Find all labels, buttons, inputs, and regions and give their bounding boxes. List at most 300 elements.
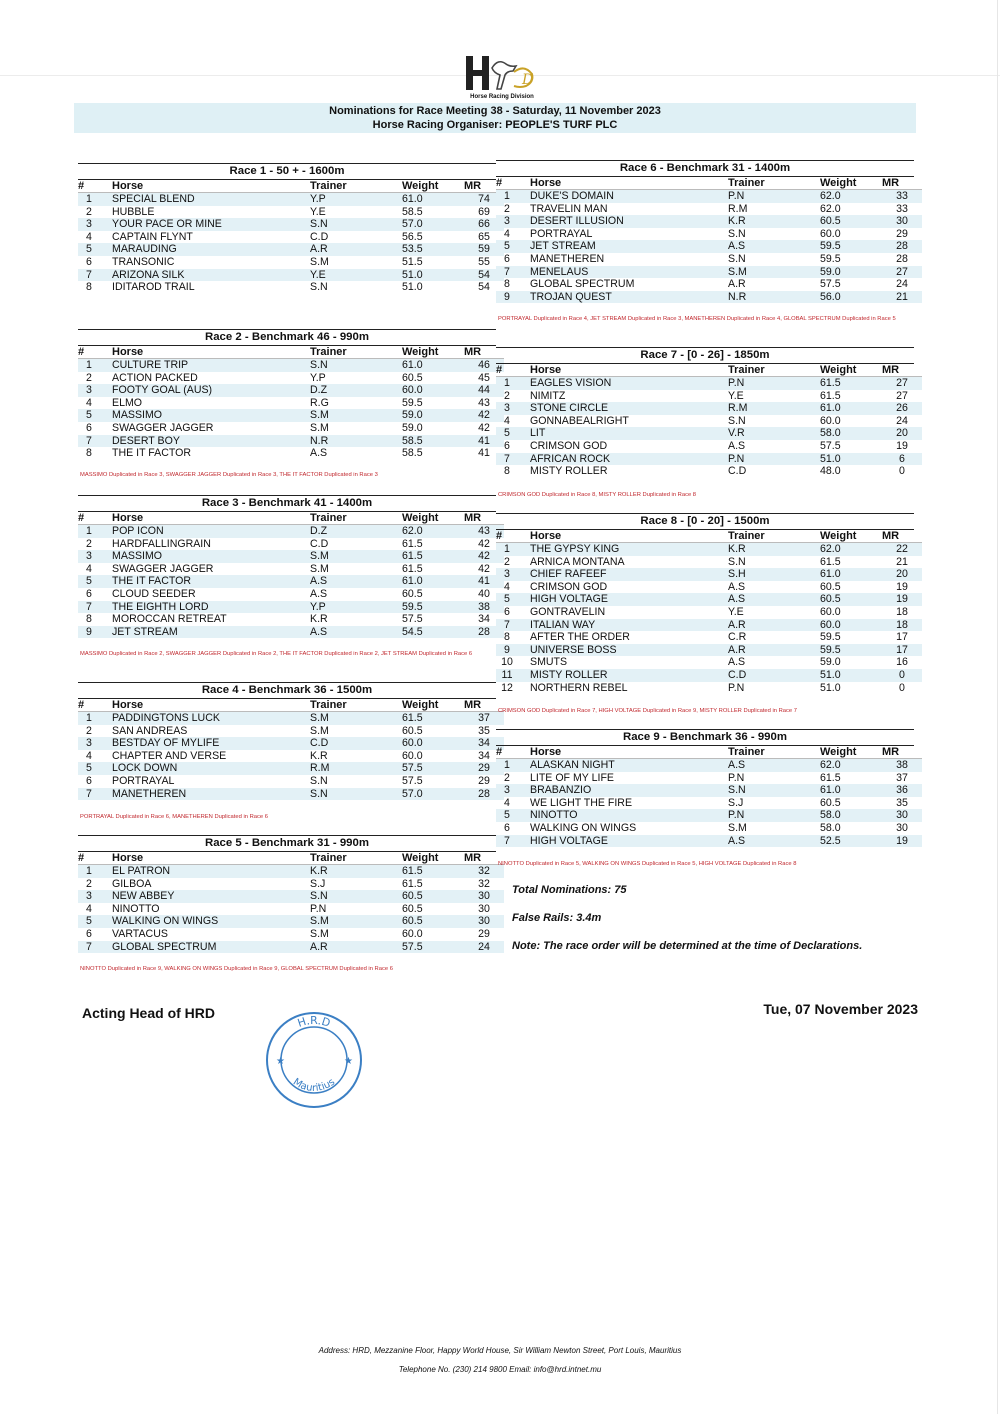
weight: 60.5: [402, 724, 423, 737]
trainer: S.N: [310, 788, 402, 801]
horse-number: 1: [78, 193, 100, 206]
horse-number: 6: [504, 821, 510, 834]
weight: 58.0: [820, 427, 882, 440]
horse-number: 6: [86, 255, 92, 268]
weight: 59.5: [820, 252, 841, 265]
horse-name: SPECIAL BLEND: [100, 193, 310, 206]
weight: 61.5: [402, 537, 423, 550]
weight: 59.0: [402, 421, 423, 434]
rating: 43: [478, 396, 490, 409]
weight: 62.0: [820, 190, 882, 203]
table-row: [78, 218, 504, 231]
column-header-trainer: Trainer: [310, 346, 402, 359]
table-row: [78, 725, 504, 738]
race-2-table: [78, 329, 496, 460]
table-row: [496, 797, 922, 810]
horse-name: MOROCCAN RETREAT: [112, 613, 227, 626]
table-row: [78, 243, 504, 256]
table-row: [496, 228, 922, 241]
weight: 60.5: [402, 587, 423, 600]
weight: 51.5: [402, 255, 423, 268]
horse-number: 3: [78, 550, 100, 563]
horse-number: 5: [78, 915, 100, 928]
table-row: [78, 525, 504, 538]
trainer: S.N: [728, 252, 746, 265]
table-row: [78, 575, 504, 588]
rating: 33: [882, 190, 922, 203]
weight: 61.5: [820, 555, 841, 568]
column-header-num: #: [78, 512, 100, 525]
table-row: [496, 759, 922, 772]
rating: 27: [896, 389, 908, 402]
table-row: [496, 631, 922, 644]
weight: 60.0: [402, 384, 464, 397]
trainer: S.N: [310, 218, 402, 231]
table-row: [496, 682, 922, 695]
trainer: P.N: [728, 190, 820, 203]
horse-name: MANETHEREN: [100, 788, 310, 801]
trainer: S.J: [728, 796, 744, 809]
weight: 61.0: [402, 193, 464, 206]
rating: 35: [478, 724, 490, 737]
logo-subtitle: Horse Racing Division: [470, 94, 534, 100]
weight: 52.5: [820, 835, 882, 848]
rating: 20: [882, 427, 922, 440]
svg-text:★: ★: [276, 1056, 285, 1067]
trainer: Y.E: [310, 205, 326, 218]
rating: 30: [464, 890, 504, 903]
horse-number: 7: [496, 266, 518, 279]
table-row: [78, 750, 504, 763]
horse-name: HIGH VOLTAGE: [518, 593, 728, 606]
column-header-mr: MR: [882, 364, 922, 377]
horse-name: SMUTS: [530, 656, 568, 669]
weight: 60.5: [820, 215, 882, 228]
duplicate-note: PORTRAYAL Duplicated in Race 4, JET STREAM Duplicated in Race 3, MANETHEREN Duplicated in Race 4, GLOBAL SPECTRUM Duplicated in Race 5: [498, 316, 896, 322]
weight: 61.5: [820, 377, 882, 390]
column-header-weight: Weight: [402, 180, 464, 193]
trainer: P.N: [728, 809, 820, 822]
weight: 57.5: [402, 941, 464, 954]
weight: 61.5: [402, 550, 464, 563]
horse-name: MISTY ROLLER: [518, 669, 728, 682]
rating: 69: [478, 205, 490, 218]
column-header-trainer: Trainer: [310, 852, 402, 865]
table-row: [78, 563, 504, 576]
rating: 35: [896, 796, 908, 809]
column-header-trainer: Trainer: [728, 530, 820, 543]
trainer: S.N: [728, 555, 746, 568]
horse-name: WALKING ON WINGS: [530, 821, 637, 834]
table-row: [78, 550, 504, 563]
rating: 30: [882, 215, 922, 228]
horse-name: PADDINGTONS LUCK: [100, 712, 310, 725]
trainer: A.S: [310, 626, 402, 639]
horse-number: 6: [86, 774, 92, 787]
table-row: [496, 240, 922, 253]
table-row: [496, 543, 922, 556]
trainer: C.D: [310, 537, 329, 550]
trainer: S.N: [310, 359, 402, 372]
horse-name: GONNABEALRIGHT: [530, 414, 629, 427]
column-header-mr: MR: [464, 852, 504, 865]
weight: 60.0: [402, 737, 464, 750]
weight: 58.0: [820, 821, 841, 834]
rating: 38: [464, 601, 504, 614]
horse-name: LOCK DOWN: [100, 762, 310, 775]
trainer: S.J: [310, 877, 326, 890]
weight: 54.5: [402, 626, 464, 639]
horse-number: 6: [86, 927, 92, 940]
column-header-horse: Horse: [100, 512, 310, 525]
table-row: [78, 206, 504, 219]
weight: 61.0: [820, 568, 882, 581]
rating: 41: [478, 447, 490, 460]
horse-name: SWAGGER JAGGER: [112, 421, 214, 434]
race-3-table: [78, 495, 496, 638]
table-row: [496, 465, 922, 478]
rating: 45: [478, 371, 490, 384]
horse-number: 1: [78, 865, 100, 878]
rating: 28: [464, 788, 504, 801]
column-header-mr: MR: [464, 512, 504, 525]
horse-number: 5: [78, 575, 100, 588]
column-header-mr: MR: [464, 180, 504, 193]
rating: 41: [464, 435, 504, 448]
horse-number: 2: [504, 389, 510, 402]
rating: 24: [464, 941, 504, 954]
weight: 51.0: [820, 669, 882, 682]
trainer: R.M: [310, 762, 402, 775]
horse-name: HARDFALLINGRAIN: [112, 537, 211, 550]
weight: 61.5: [402, 865, 464, 878]
rating: 21: [882, 291, 922, 304]
race-order-note: Note: The race order will be determined at the time of Declarations.: [512, 940, 863, 952]
table-row: [496, 203, 922, 216]
trainer: K.R: [728, 215, 820, 228]
race-title: Race 1 - 50 + - 1600m: [78, 163, 496, 180]
weight: 59.0: [820, 656, 841, 669]
table-row: [78, 256, 504, 269]
weight: 57.0: [402, 218, 464, 231]
column-header-num: #: [496, 177, 518, 190]
horse-number: 6: [504, 439, 510, 452]
rating: 46: [464, 359, 504, 372]
horse-name: GILBOA: [112, 877, 152, 890]
trainer: C.D: [310, 737, 402, 750]
column-header-mr: MR: [882, 530, 922, 543]
table-row: [496, 656, 922, 669]
horse-name: VARTACUS: [112, 927, 168, 940]
horse-number: 4: [86, 396, 92, 409]
table-row: [496, 556, 922, 569]
page-title: Nominations for Race Meeting 38 - Saturday, 11 November 2023: [329, 105, 661, 117]
weight: 59.5: [820, 240, 882, 253]
column-header-num: #: [496, 364, 518, 377]
horse-number: 2: [86, 877, 92, 890]
trainer: S.M: [728, 821, 747, 834]
horse-name: MASSIMO: [100, 550, 310, 563]
table-row: [78, 435, 504, 448]
trainer: S.M: [310, 550, 402, 563]
horse-name: AFTER THE ORDER: [530, 631, 630, 644]
trainer: C.D: [310, 230, 329, 243]
horse-name: STONE CIRCLE: [518, 402, 728, 415]
trainer: S.M: [310, 712, 402, 725]
rating: 30: [478, 902, 490, 915]
duplicate-note: CRIMSON GOD Duplicated in Race 7, HIGH VOLTAGE Duplicated in Race 9, MISTY ROLLER Duplicated in Race 7: [498, 708, 797, 714]
horse-name: MENELAUS: [518, 266, 728, 279]
horse-name: TRAVELIN MAN: [530, 202, 608, 215]
rating: 42: [464, 550, 504, 563]
weight: 61.5: [820, 389, 841, 402]
race-1-table: [78, 163, 496, 294]
horse-number: 4: [504, 414, 510, 427]
horse-number: 4: [86, 230, 92, 243]
horse-name: WE LIGHT THE FIRE: [530, 796, 633, 809]
weight: 61.5: [402, 877, 423, 890]
table-row: [496, 427, 922, 440]
horse-name: NINOTTO: [518, 809, 728, 822]
horse-number: 7: [496, 835, 518, 848]
race-9-table: [496, 729, 914, 847]
race-8-table: [496, 513, 914, 694]
table-row: [78, 359, 504, 372]
weight: 62.0: [402, 525, 464, 538]
horse-name: DESERT ILLUSION: [518, 215, 728, 228]
acting-head-label: Acting Head of HRD: [82, 1005, 215, 1021]
weight: 62.0: [820, 202, 841, 215]
column-header-weight: Weight: [820, 177, 882, 190]
rating: 19: [882, 835, 922, 848]
horse-number: 8: [504, 278, 510, 291]
trainer: A.S: [728, 593, 820, 606]
horse-number: 8: [86, 613, 92, 626]
weight: 59.0: [402, 409, 464, 422]
trainer: N.R: [310, 435, 402, 448]
weight: 61.5: [820, 771, 841, 784]
horse-name: THE GYPSY KING: [518, 543, 728, 556]
footer-address: Address: HRD, Mezzanine Floor, Happy World House, Sir William Newton Street, Port Louis, Mauritius: [318, 1346, 682, 1355]
horse-number: 5: [496, 593, 518, 606]
right-edge: [997, 0, 998, 1414]
trainer: S.N: [728, 414, 746, 427]
table-row: [496, 669, 922, 682]
rating: 26: [882, 402, 922, 415]
table-row: [496, 593, 922, 606]
trainer: A.S: [728, 240, 820, 253]
table-row: [78, 193, 504, 206]
rating: 19: [896, 580, 908, 593]
horse-name: YOUR PACE OR MINE: [100, 218, 310, 231]
trainer: S.M: [310, 915, 402, 928]
trainer: A.R: [728, 619, 820, 632]
rating: 29: [896, 227, 908, 240]
column-header-num: #: [496, 530, 518, 543]
weight: 51.0: [820, 453, 882, 466]
trainer: S.M: [310, 409, 402, 422]
rating: 59: [464, 243, 504, 256]
rating: 43: [464, 525, 504, 538]
horse-name: ARNICA MONTANA: [530, 555, 625, 568]
weight: 61.0: [402, 359, 464, 372]
rating: 38: [882, 759, 922, 772]
column-header-weight: Weight: [820, 364, 882, 377]
race-5-table: [78, 835, 496, 953]
race-title: Race 7 - [0 - 26] - 1850m: [496, 347, 914, 364]
rating: 17: [896, 631, 908, 644]
horse-number: 1: [78, 525, 100, 538]
trainer: A.R: [310, 243, 402, 256]
rating: 32: [478, 877, 490, 890]
horse-name: BRABANZIO: [518, 784, 728, 797]
race-title: Race 6 - Benchmark 31 - 1400m: [496, 160, 914, 177]
duplicate-note: MASSIMO Duplicated in Race 2, SWAGGER JAGGER Duplicated in Race 2, THE IT FACTOR Duplicated in Race 2, JET STREAM Duplicated in Race 6: [80, 651, 473, 657]
column-header-mr: MR: [882, 177, 922, 190]
column-header-num: #: [78, 346, 100, 359]
trainer: A.S: [310, 575, 402, 588]
weight: 58.5: [402, 447, 423, 460]
race-title: Race 8 - [0 - 20] - 1500m: [496, 513, 914, 530]
horse-name: CAPTAIN FLYNT: [112, 230, 193, 243]
table-row: [496, 215, 922, 228]
horse-name: CULTURE TRIP: [100, 359, 310, 372]
horse-name: ARIZONA SILK: [100, 269, 310, 282]
table-row: [496, 190, 922, 203]
column-header-horse: Horse: [100, 180, 310, 193]
table-row: [78, 737, 504, 750]
duplicate-note: NINOTTO Duplicated in Race 9, WALKING ON WINGS Duplicated in Race 9, GLOBAL SPECTRUM Duplicated in Race 6: [80, 966, 393, 972]
column-header-mr: MR: [882, 746, 922, 759]
weight: 60.5: [820, 796, 841, 809]
trainer: A.R: [310, 941, 402, 954]
table-row: [496, 822, 922, 835]
table-row: [496, 453, 922, 466]
duplicate-note: PORTRAYAL Duplicated in Race 6, MANETHEREN Duplicated in Race 6: [80, 814, 268, 820]
horse-name: EAGLES VISION: [518, 377, 728, 390]
rating: 37: [464, 712, 504, 725]
horse-name: NINOTTO: [112, 902, 160, 915]
horse-number: 1: [496, 377, 518, 390]
rating: 34: [478, 613, 490, 626]
horse-number: 3: [78, 890, 100, 903]
horse-name: HUBBLE: [112, 205, 155, 218]
column-header-horse: Horse: [100, 346, 310, 359]
trainer: Y.P: [310, 193, 402, 206]
horse-number: 3: [78, 218, 100, 231]
horse-number: 9: [496, 291, 518, 304]
weight: 61.0: [820, 784, 882, 797]
horse-name: MARAUDING: [100, 243, 310, 256]
horse-name: NORTHERN REBEL: [530, 681, 628, 694]
weight: 59.0: [820, 266, 882, 279]
weight: 60.5: [820, 580, 841, 593]
weight: 62.0: [820, 759, 882, 772]
trainer: R.M: [728, 402, 820, 415]
trainer: A.S: [728, 835, 820, 848]
trainer: S.N: [728, 227, 746, 240]
rating: 29: [478, 774, 490, 787]
rating: 20: [882, 568, 922, 581]
column-header-num: #: [78, 180, 100, 193]
horse-number: 3: [496, 215, 518, 228]
table-row: [78, 372, 504, 385]
table-row: [78, 626, 504, 639]
column-header-trainer: Trainer: [310, 512, 402, 525]
weight: 57.0: [402, 788, 464, 801]
weight: 53.5: [402, 243, 464, 256]
trainer: S.M: [310, 562, 329, 575]
table-row: [78, 762, 504, 775]
trainer: S.M: [310, 421, 329, 434]
horse-name: IDITAROD TRAIL: [112, 281, 195, 294]
horse-name: SWAGGER JAGGER: [112, 562, 214, 575]
horse-number: 5: [78, 762, 100, 775]
race-4-table: [78, 682, 496, 800]
horse-number: 6: [86, 587, 92, 600]
trainer: A.R: [728, 644, 820, 657]
trainer: P.N: [728, 681, 745, 694]
weight: 56.0: [820, 291, 882, 304]
trainer: S.M: [310, 255, 329, 268]
horse-name: PORTRAYAL: [112, 774, 175, 787]
rating: 42: [478, 537, 490, 550]
weight: 59.5: [402, 601, 464, 614]
race-title: Race 3 - Benchmark 41 - 1400m: [78, 495, 496, 512]
rating: 66: [464, 218, 504, 231]
weight: 59.5: [402, 396, 423, 409]
horse-name: MANETHEREN: [530, 252, 605, 265]
horse-number: 2: [86, 724, 92, 737]
table-row: [78, 447, 504, 460]
trainer: C.D: [728, 669, 820, 682]
horse-number: 5: [496, 809, 518, 822]
trainer: K.R: [310, 865, 402, 878]
horse-name: WALKING ON WINGS: [100, 915, 310, 928]
table-row: [78, 915, 504, 928]
rating: 30: [882, 809, 922, 822]
table-row: [78, 538, 504, 551]
horse-name: THE IT FACTOR: [112, 447, 192, 460]
horse-name: HIGH VOLTAGE: [518, 835, 728, 848]
horse-number: 4: [504, 227, 510, 240]
trainer: K.R: [728, 543, 820, 556]
horse-number: 7: [78, 788, 100, 801]
trainer: P.N: [728, 453, 820, 466]
horse-name: JET STREAM: [100, 626, 310, 639]
table-row: [78, 941, 504, 954]
weight: 58.0: [820, 809, 882, 822]
trainer: Y.E: [728, 605, 744, 618]
trainer: K.R: [310, 613, 328, 626]
race-title: Race 2 - Benchmark 46 - 990m: [78, 329, 496, 346]
trainer: S.M: [310, 724, 329, 737]
weight: 60.5: [402, 902, 423, 915]
trainer: S.H: [728, 568, 820, 581]
horse-number: 2: [504, 202, 510, 215]
horse-number: 11: [496, 669, 518, 682]
rating: 42: [464, 409, 504, 422]
rating: 42: [478, 562, 490, 575]
weight: 60.0: [820, 605, 841, 618]
rating: 34: [464, 737, 504, 750]
table-row: [496, 619, 922, 632]
trainer: S.N: [728, 784, 820, 797]
horse-number: 9: [496, 644, 518, 657]
trainer: A.S: [310, 587, 328, 600]
horse-number: 7: [78, 941, 100, 954]
rating: 30: [896, 821, 908, 834]
